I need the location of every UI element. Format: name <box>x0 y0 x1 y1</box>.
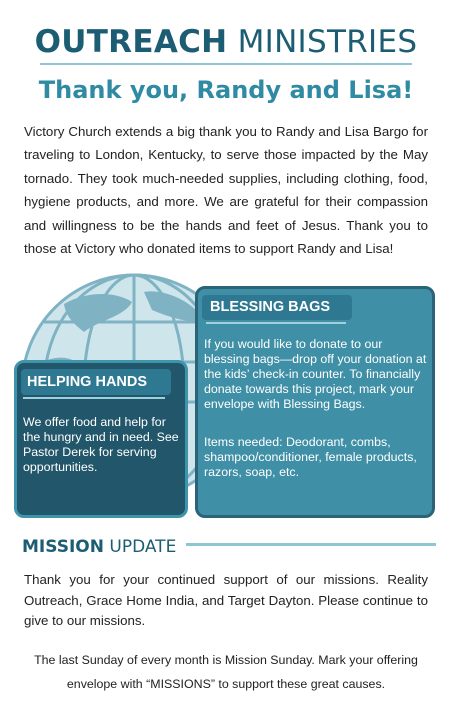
mission-divider <box>186 543 436 546</box>
mission-heading-light: UPDATE <box>109 537 177 557</box>
mission-heading-bold: MISSION <box>22 537 104 557</box>
blessing-bags-items: Items needed: Deodorant, combs, shampoo/conditioner, female products, razors, soap, etc. <box>204 435 417 479</box>
blessing-bags-text: If you would like to donate to our blessing bags—drop off your donation at the kids’ check-in counter. To financially donate towards this project, mark your envelope with Blessing Bags. <box>204 337 427 411</box>
thanks-heading: Thank you, Randy and Lisa! <box>38 76 414 104</box>
title-light: MINISTRIES <box>237 24 418 60</box>
helping-hands-text: We offer food and help for the hungry and in need. See Pastor Derek for serving opportunities. <box>23 415 179 474</box>
helping-hands-box <box>14 360 188 518</box>
page-title <box>0 22 452 62</box>
helping-hands-heading: HELPING HANDS <box>21 369 171 395</box>
intro-paragraph: Victory Church extends a big thank you to Randy and Lisa Bargo for traveling to London, Kentucky, to serve those impacted by the May tornado. They took much-needed supplies, including clothing, food, hygiene products, and more. We are grateful for their compassion and willingness to be the hands and feet of Jesus. Thank you to those at Victory who donated items to support Randy and Lisa! <box>24 124 428 257</box>
blessing-bags-divider <box>206 322 346 324</box>
mission-sunday-note: The last Sunday of every month is Mission Sunday. Mark your offering envelope with “MISSIONS” to support these great causes. <box>34 653 418 691</box>
helping-hands-divider <box>23 397 165 399</box>
blessing-bags-heading: BLESSING BAGS <box>202 295 352 320</box>
mission-paragraph: Thank you for your continued support of our missions. Reality Outreach, Grace Home India, and Target Dayton. Please continue to give to our missions. <box>24 572 428 629</box>
title-divider <box>40 63 412 65</box>
blessing-bags-box <box>195 286 435 518</box>
title-bold: OUTREACH <box>34 24 228 60</box>
mission-update-heading <box>22 536 176 558</box>
